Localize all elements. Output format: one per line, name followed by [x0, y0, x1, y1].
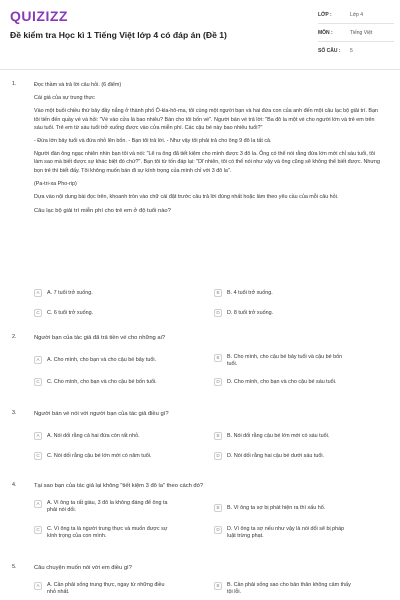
option-letter-badge: C	[34, 452, 42, 460]
answer-option-d[interactable]	[214, 452, 353, 460]
answer-option-a[interactable]	[34, 356, 173, 364]
answer-option-d[interactable]	[214, 309, 353, 317]
answer-option-d[interactable]	[214, 526, 353, 541]
option-letter-badge: D	[214, 452, 222, 460]
option-letter-badge: C	[34, 526, 42, 534]
option-letter-badge: A	[34, 432, 42, 440]
meta-row-class	[318, 6, 394, 24]
option-letter-badge: D	[214, 378, 222, 386]
meta-value: Lớp 4	[350, 11, 364, 18]
option-text: C. Vì ông ta là người trung thực và muốn được sự kính trọng của con mình.	[47, 526, 168, 540]
option-text: A. 7 tuổi trở xuống.	[47, 290, 93, 296]
option-letter-badge: A	[34, 500, 42, 508]
option-text: D. Nói dối rằng hai cậu bé dưới sáu tuổi.	[227, 453, 325, 459]
question-text: Người bạn của tác giả đã trả tiền vé cho những ai?	[34, 335, 166, 341]
passage-paragraph: Người đàn ông ngạc nhiên nhìn bạn tôi và nói: "Lẽ ra ông đã tiết kiệm cho mình được 3 đô la. Ông có thể nói rằng đứa lớn mới chỉ sáu tuổi, tôi làm sao mà biết được sự khác biệt đó chứ?". Bạn tôi từ tốn đáp lại: "Dĩ nhiên, tôi có thể nói như vậy và ông cũng sẽ không thể biết được. Nhưng bọn trẻ thì biết đấy. Tôi không muốn bán đi sự kính trọng của mình chỉ với 3 đô la".	[34, 151, 381, 174]
question-2	[0, 334, 400, 404]
passage-title: Cái giá của sự trung thực	[34, 95, 95, 102]
option-letter-badge: D	[214, 526, 222, 534]
option-text: A. Nói dối rằng cả hai đứa còn rất nhỏ.	[47, 433, 140, 439]
option-text: C. 6 tuổi trở xuống.	[47, 310, 94, 316]
answer-option-b[interactable]	[214, 289, 353, 297]
option-letter-badge: A	[34, 582, 42, 590]
question-number: 1.	[12, 81, 17, 87]
option-letter-badge: A	[34, 356, 42, 364]
question-number: 5.	[12, 564, 17, 570]
answer-option-a[interactable]	[34, 289, 173, 297]
worksheet-title: Đề kiểm tra Học kì 1 Tiếng Việt lớp 4 có đáp án (Đề 1)	[10, 30, 227, 40]
answer-option-b[interactable]	[214, 582, 353, 597]
quizizz-logo: QUIZIZZ	[10, 8, 68, 24]
option-letter-badge: B	[214, 504, 222, 512]
question-text: Tại sao bạn của tác giả lại không "tiết kiệm 3 đô la" theo cách đó?	[34, 483, 204, 489]
answer-option-b[interactable]	[214, 432, 353, 440]
option-letter-badge: B	[214, 582, 222, 590]
answer-option-d[interactable]	[214, 378, 353, 386]
option-letter-badge: A	[34, 289, 42, 297]
option-letter-badge: C	[34, 309, 42, 317]
worksheet-header	[0, 0, 400, 70]
option-text: C. Nói dối rằng cậu bé lớn mới có năm tuổi.	[47, 453, 152, 459]
question-number: 4.	[12, 482, 17, 488]
option-text: A. Cần phải sống trung thực, ngay từ những điều nhỏ nhất.	[47, 582, 165, 596]
answer-option-c[interactable]	[34, 526, 173, 541]
passage-author: (Pa-tri-xa Pho-rip)	[34, 180, 77, 187]
answer-option-a[interactable]	[34, 432, 173, 440]
answer-option-b[interactable]	[214, 354, 353, 369]
question-text: Người bán vé nói với người bạn của tác giả điều gì?	[34, 411, 169, 417]
option-letter-badge: B	[214, 289, 222, 297]
meta-row-subject	[318, 24, 394, 42]
meta-label: LỚP :	[318, 11, 332, 18]
question-1	[0, 76, 400, 340]
meta-value: Tiếng Việt	[350, 29, 373, 36]
option-text: B. Cho mình, cho cậu bé bảy tuổi và cậu bé bốn tuổi.	[227, 354, 343, 368]
option-text: B. Nói dối rằng cậu bé lớn mới có sáu tuổi.	[227, 433, 330, 439]
option-letter-badge: C	[34, 378, 42, 386]
meta-row-question-count	[318, 42, 394, 60]
question-3	[0, 410, 400, 472]
meta-label: SỐ CÂU :	[318, 48, 341, 54]
option-text: D. 8 tuổi trở xuống.	[227, 310, 274, 316]
answer-option-a[interactable]	[34, 582, 173, 597]
question-number: 3.	[12, 410, 17, 416]
answer-option-c[interactable]	[34, 378, 173, 386]
meta-value: 5	[350, 48, 353, 54]
worksheet-meta	[318, 6, 394, 60]
option-text: D. Cho mình, cho bạn và cho cậu bé sáu tuổi.	[227, 379, 337, 385]
answer-option-c[interactable]	[34, 452, 173, 460]
option-text: B. Cần phải sống sao cho bản thân không cảm thấy tội lỗi.	[227, 582, 351, 596]
meta-label: MÔN :	[318, 29, 333, 36]
question-4	[0, 482, 400, 558]
question-text: Câu lạc bộ giải trí miễn phí cho trẻ em ở độ tuổi nào?	[34, 208, 171, 215]
answer-option-c[interactable]	[34, 309, 173, 317]
passage-paragraph: Vào một buổi chiều thứ bảy đầy nắng ở thành phố Ô-kla-hô-ma, tôi cùng một người bạn và hai đứa con của anh đến một câu lạc bộ giải trí. Bạn tôi tiến đến quầy vé và hỏi: "Vé vào cửa là bao nhiêu? Bán cho tôi bốn vé". Người bán vé trả lời: "Ba đô la một vé cho người lớn và trẻ em trên sáu tuổi. Trẻ em từ sáu tuổi trở xuống được vào cửa miễn phí. Các cậu bé này bao nhiêu tuổi?"	[34, 108, 378, 131]
option-text: A. Cho mình, cho bạn và cho cậu bé bảy tuổi.	[47, 357, 157, 363]
passage-instruction: Dựa vào nội dung bài đọc trên, khoanh tròn vào chữ cái đặt trước câu trả lời đúng nhất hoặc làm theo yêu cầu của mỗi câu hỏi.	[34, 194, 339, 201]
option-letter-badge: D	[214, 309, 222, 317]
option-text: B. 4 tuổi trở xuống.	[227, 290, 273, 296]
answer-option-a[interactable]	[34, 500, 173, 515]
question-5	[0, 564, 400, 600]
option-letter-badge: B	[214, 354, 222, 362]
answer-option-b[interactable]	[214, 504, 353, 512]
option-text: B. Vì ông ta sợ bị phát hiện ra thì xấu hổ.	[227, 505, 326, 511]
option-letter-badge: B	[214, 432, 222, 440]
option-text: C. Cho mình, cho bạn và cho cậu bé bốn tuổi.	[47, 379, 157, 385]
option-text: D. Vì ông ta sợ nếu như vậy là nói dối sẽ bị pháp luật trừng phạt.	[227, 526, 345, 540]
question-number: 2.	[12, 334, 17, 340]
passage-paragraph: - Đứa lớn bảy tuổi và đứa nhỏ lên bốn. - Bạn tôi trả lời. - Như vậy tôi phải trả cho ông 9 đô la tất cả.	[34, 138, 272, 145]
question-text: Câu chuyện muốn nói với em điều gì?	[34, 565, 132, 571]
option-text: A. Vì ông ta rất giàu, 3 đô la không đáng để ông ta phải nói dối.	[47, 500, 168, 514]
question-intro: Đọc thầm và trả lời câu hỏi. (6 điểm)	[34, 82, 122, 88]
